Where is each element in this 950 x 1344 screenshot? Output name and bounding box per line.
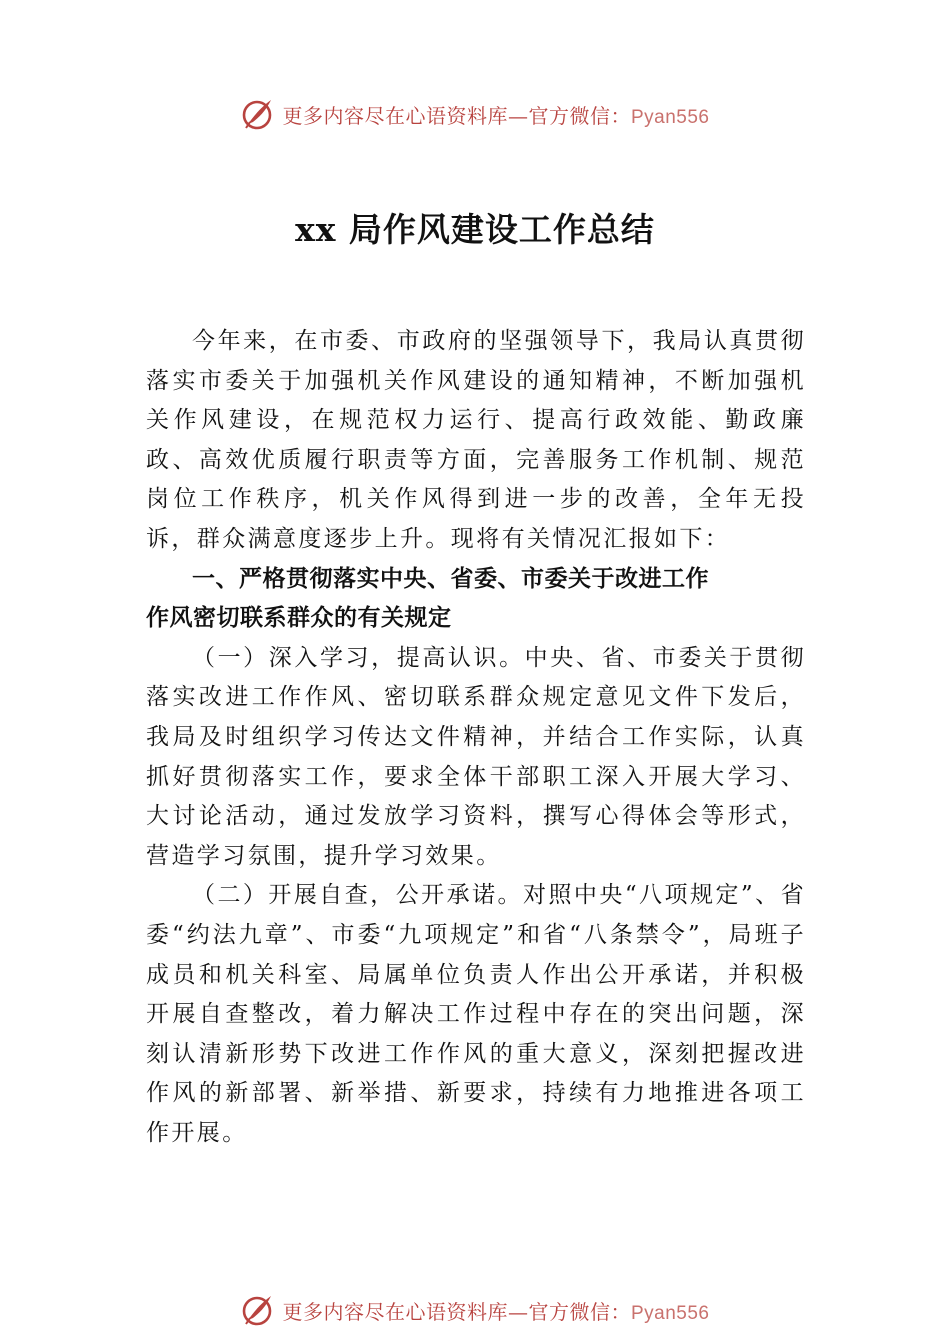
banner-text: 更多内容尽在心语资料库—官方微信：Pyan556 xyxy=(282,1299,710,1324)
header-banner xyxy=(0,94,950,134)
body-paragraph: （二）开展自查，公开承诺。对照中央“八项规定”、省委“约法九章”、市委“九项规定”和省“八条禁令”，局班子成员和机关科室、局属单位负责人作出公开承诺，并积极开展自查整改，着力解决工作过程中存在的突出问题，深刻认清新形势下改进工作作风的重大意义，深刻把握改进作风的新部署、新举措、新要求，持续有力地推进各项工作开展。 xyxy=(146,882,806,1146)
intro-paragraph: 今年来，在市委、市政府的坚强领导下，我局认真贯彻落实市委关于加强机关作风建设的通知精神，不断加强机关作风建设，在规范权力运行、提高行政效能、勤政廉政、高效优质履行职责等方面，完善服务工作机制、规范岗位工作秩序，机关作风得到进一步的改善，全年无投诉，群众满意度逐步上升。现将有关情况汇报如下： xyxy=(146,328,806,552)
section-heading xyxy=(146,560,806,639)
section-heading-line1: 一、严格贯彻落实中央、省委、市委关于改进工作 xyxy=(192,565,709,592)
wechat-id: Pyan556 xyxy=(630,1302,710,1324)
body-paragraph: （一）深入学习，提高认识。中央、省、市委关于贯彻落实改进工作作风、密切联系群众规定意见文件下发后，我局及时组织学习传达文件精神，并结合工作实际，认真抓好贯彻落实工作，要求全体干部职工深入开展大学习、大讨论活动，通过发放学习资料，撰写心得体会等形式，营造学习氛围，提升学习效果。 xyxy=(146,644,806,869)
document-body xyxy=(146,322,806,1153)
wechat-id: Pyan556 xyxy=(630,106,710,128)
banner-text: 更多内容尽在心语资料库—官方微信：Pyan556 xyxy=(282,103,710,128)
quill-seal-icon xyxy=(240,96,276,132)
section-heading-line2: 作风密切联系群众的有关规定 xyxy=(146,605,452,632)
document-title: xx 局作风建设工作总结 xyxy=(295,210,655,249)
footer-banner xyxy=(0,1290,950,1330)
quill-seal-icon xyxy=(240,1292,276,1328)
